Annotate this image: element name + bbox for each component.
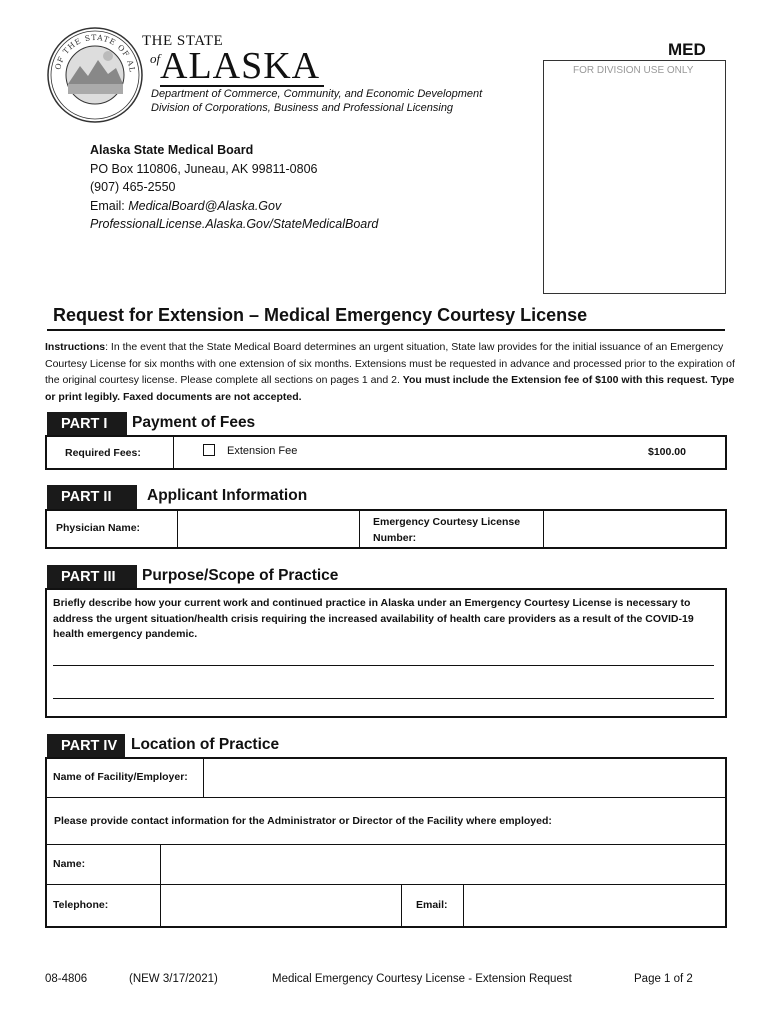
physician-name-label: Physician Name:: [56, 522, 141, 534]
board-name: Alaska State Medical Board: [90, 143, 254, 157]
telephone-label: Telephone:: [53, 899, 109, 911]
board-address: PO Box 110806, Juneau, AK 99811-0806: [90, 161, 318, 176]
applicant-divider-2: [359, 510, 360, 548]
contact-label-divider: [160, 845, 161, 927]
division-use-label: FOR DIVISION USE ONLY: [573, 65, 694, 76]
part3-heading: Purpose/Scope of Practice: [142, 567, 339, 584]
instructions-label: Instructions: [45, 341, 106, 353]
footer-form-number: 08-4806: [45, 973, 88, 985]
division-name: Division of Corporations, Business and Professional Licensing: [151, 102, 454, 114]
applicant-divider-1: [177, 510, 178, 548]
location-row-divider-1: [46, 797, 726, 798]
svg-text:SEAL OF THE STATE OF ALASKA: OF THE STATE OF AL: [53, 32, 138, 74]
instructions-bold-text: You must include the Extension fee of $100 with this request. Type or print legibly. Faxed documents are not accepted.: [45, 374, 735, 403]
facility-divider: [203, 758, 204, 797]
state-of-label: of: [150, 51, 161, 66]
part4-tab: PART IV: [47, 734, 125, 758]
email-divider: [463, 885, 464, 927]
form-code: MED: [668, 40, 706, 59]
part4-heading: Location of Practice: [131, 736, 280, 753]
title-divider: [47, 329, 725, 331]
department-name: Department of Commerce, Community, and Economic Development: [151, 88, 483, 100]
physician-name-input[interactable]: [179, 511, 357, 547]
extension-fee-checkbox[interactable]: [203, 444, 215, 456]
facility-label: Name of Facility/Employer:: [53, 771, 188, 783]
fees-table: [45, 435, 727, 470]
license-number-label-line1: Emergency Courtesy License: [373, 516, 521, 528]
board-contact-block: [90, 141, 378, 234]
required-fees-label: Required Fees:: [65, 447, 141, 459]
board-email-label: Email:: [90, 198, 129, 213]
instructions: [45, 339, 737, 405]
instructions-text: : In the event that the State Medical Board determines an urgent situation, State law provides for the initial issuance of an Emergency Courtesy License for six months with one extension of six months. Extensions must be requested in advance and processed prior to the expiration of the original courtesy license. Please complete all sections on pages 1 and 2.: [45, 341, 735, 386]
telephone-input[interactable]: [162, 886, 400, 926]
contact-name-label: Name:: [53, 858, 86, 870]
fees-divider: [173, 436, 174, 469]
extension-fee-amount: $100.00: [648, 446, 686, 458]
purpose-answer-line-1[interactable]: [53, 665, 714, 666]
license-number-label: [373, 514, 520, 546]
form-title: Request for Extension – Medical Emergency Courtesy License: [53, 305, 588, 325]
purpose-prompt: Briefly describe how your current work and continued practice in Alaska under an Emergency Courtesy License is necessary to address the urgent situation/health crisis requiring the increased availability of health care providers as a result of the COVID-19 health emergency pandemic.: [53, 597, 694, 640]
purpose-answer-line-2[interactable]: [53, 698, 714, 699]
footer-doc-title: Medical Emergency Courtesy License - Extension Request: [272, 973, 572, 985]
contact-email-input[interactable]: [465, 886, 725, 926]
location-row-divider-2: [46, 844, 726, 845]
board-email-line: [90, 197, 378, 216]
board-phone: (907) 465-2550: [90, 180, 176, 194]
part1-heading: Payment of Fees: [132, 414, 256, 431]
footer-page-number: Page 1 of 2: [634, 973, 693, 985]
license-number-input[interactable]: [545, 511, 725, 547]
board-email[interactable]: MedicalBoard@Alaska.Gov: [128, 198, 282, 213]
facility-input[interactable]: [205, 759, 725, 796]
state-the-label: THE STATE: [142, 33, 224, 49]
applicant-divider-3: [543, 510, 544, 548]
footer-revision: (NEW 3/17/2021): [129, 973, 218, 985]
telephone-divider: [401, 885, 402, 927]
division-use-box: [543, 60, 726, 294]
contact-name-input[interactable]: [162, 846, 725, 883]
part1-tab: PART I: [47, 412, 127, 436]
board-website[interactable]: ProfessionalLicense.Alaska.Gov/StateMedicalBoard: [90, 217, 379, 231]
contact-email-label: Email:: [416, 899, 448, 911]
part2-heading: Applicant Information: [147, 487, 308, 504]
contact-prompt: Please provide contact information for the Administrator or Director of the Facility where employed:: [54, 815, 552, 827]
department-lines: [151, 87, 482, 115]
part2-tab: PART II: [47, 485, 137, 509]
part3-tab: PART III: [47, 565, 137, 589]
extension-fee-label: Extension Fee: [227, 445, 298, 457]
state-seal-logo: [46, 26, 144, 124]
location-row-divider-3: [46, 884, 726, 885]
license-number-label-line2: Number:: [373, 532, 417, 544]
state-name-logo: ALASKA: [160, 47, 324, 87]
